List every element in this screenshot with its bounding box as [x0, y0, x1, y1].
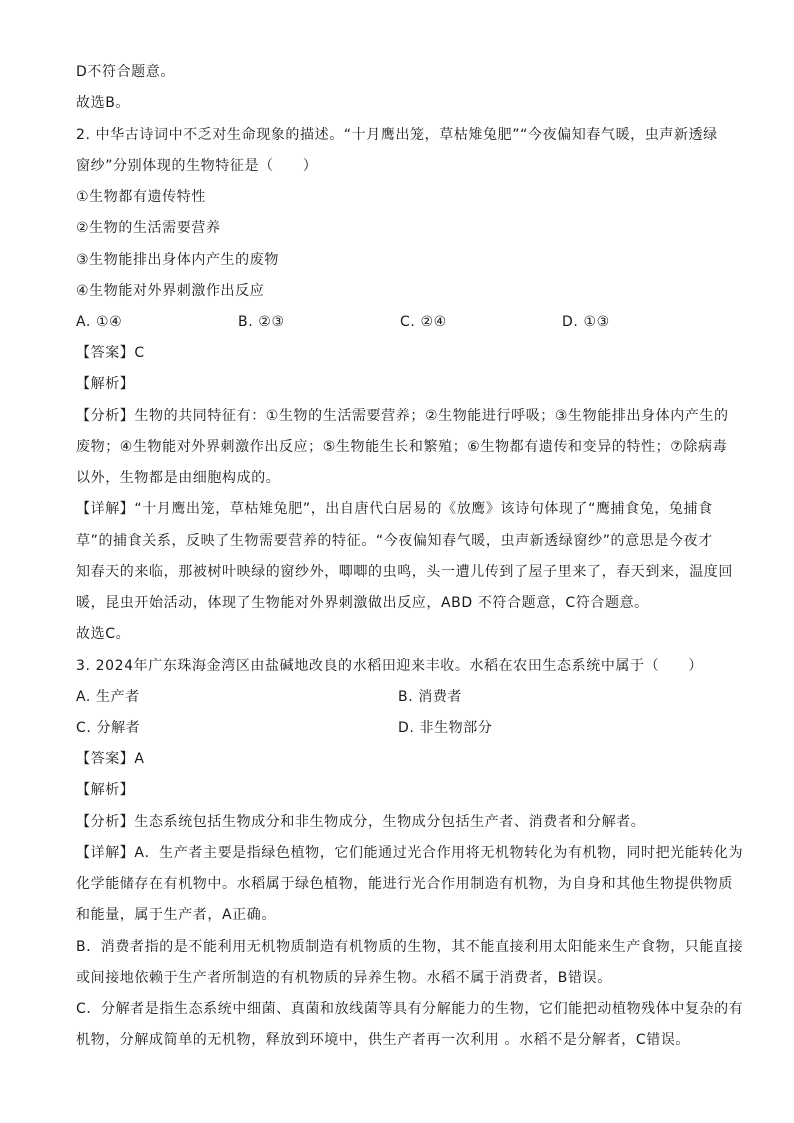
- option-b: B. 消费者: [398, 689, 463, 705]
- conclusion-text: 故选C。: [76, 626, 131, 642]
- detail-text: B．消费者指的是不能利用无机物质制造有机物质的生物，其不能直接利用太阳能来生产食物，只能直接: [76, 939, 744, 955]
- detail-text: 机物，分解成简单的无机物，释放到环境中，供生产者再一次利用 。水稻不是分解者，C错误。: [76, 1032, 691, 1048]
- analysis-label: 【解析】: [76, 376, 135, 392]
- option-a: A. 生产者: [76, 689, 140, 705]
- answer-label: 【答案】A: [76, 751, 145, 767]
- detail-text: 【详解】A．生产者主要是指绿色植物，它们能通过光合作用将无机物转化为有机物，同时把光能转化为: [76, 845, 744, 861]
- statement-3: ③生物能排出身体内产生的废物: [76, 252, 279, 268]
- option-a: A. ①④: [76, 314, 123, 330]
- text-line: 故选B。: [76, 95, 131, 111]
- option-c: C. 分解者: [76, 720, 141, 736]
- option-d: D. 非生物部分: [398, 720, 493, 736]
- detail-text: 【详解】“十月鹰出笼，草枯雉兔肥”，出自唐代白居易的《放鹰》该诗句体现了“鹰捕食兔，兔捕食: [76, 501, 713, 517]
- detail-text: 化学能储存在有机物中。水稻属于绿色植物，能进行光合作用制造有机物，为自身和其他生物提供物质: [76, 876, 733, 892]
- option-d: D. ①③: [562, 314, 610, 330]
- analysis-text: 【分析】生物的共同特征有：①生物的生活需要营养；②生物能进行呼吸；③生物能排出身体内产生的: [76, 408, 729, 424]
- question-3-stem: 3. 2024年广东珠海金湾区由盐碱地改良的水稻田迎来丰收。水稻在农田生态系统中属于（ ）: [76, 658, 704, 674]
- text-line: D不符合题意。: [76, 64, 175, 80]
- option-c: C. ②④: [400, 314, 447, 330]
- detail-text: 和能量，属于生产者，A正确。: [76, 907, 276, 923]
- statement-1: ①生物都有遗传特性: [76, 189, 206, 205]
- statement-4: ④生物能对外界刺激作出反应: [76, 283, 265, 299]
- statement-2: ②生物的生活需要营养: [76, 220, 221, 236]
- detail-text: 草”的捕食关系，反映了生物需要营养的特征。“今夜偏知春气暖，虫声新透绿窗纱”的意思是今夜才: [76, 533, 713, 549]
- question-2-stem: 窗纱”分别体现的生物特征是（ ）: [76, 158, 318, 174]
- answer-label: 【答案】C: [76, 345, 145, 361]
- detail-text: C．分解者是指生态系统中细菌、真菌和放线菌等具有分解能力的生物，它们能把动植物残体中复杂的有: [76, 1001, 744, 1017]
- analysis-text: 废物；④生物能对外界刺激作出反应；⑤生物能生长和繁殖；⑥生物都有遗传和变异的特性；⑦除病毒: [76, 439, 728, 455]
- detail-text: 知春天的来临，那被树叶映绿的窗纱外，唧唧的虫鸣，头一遭儿传到了屋子里来了，春天到来，温度回: [76, 564, 733, 580]
- analysis-text: 以外，生物都是由细胞构成的。: [76, 470, 281, 486]
- analysis-text: 【分析】生态系统包括生物成分和非生物成分，生物成分包括生产者、消费者和分解者。: [76, 814, 646, 830]
- question-2-stem: 2. 中华古诗词中不乏对生命现象的描述。“十月鹰出笼，草枯雉兔肥”“今夜偏知春气暖，虫声新透绿: [76, 127, 718, 143]
- detail-text: 暖，昆虫开始活动，体现了生物能对外界刺激做出反应，ABD 不符合题意，C符合题意。: [76, 595, 649, 611]
- analysis-label: 【解析】: [76, 782, 135, 798]
- detail-text: 或间接地依赖于生产者所制造的有机物质的异养生物。水稻不属于消费者，B错误。: [76, 970, 612, 986]
- option-b: B. ②③: [238, 314, 285, 330]
